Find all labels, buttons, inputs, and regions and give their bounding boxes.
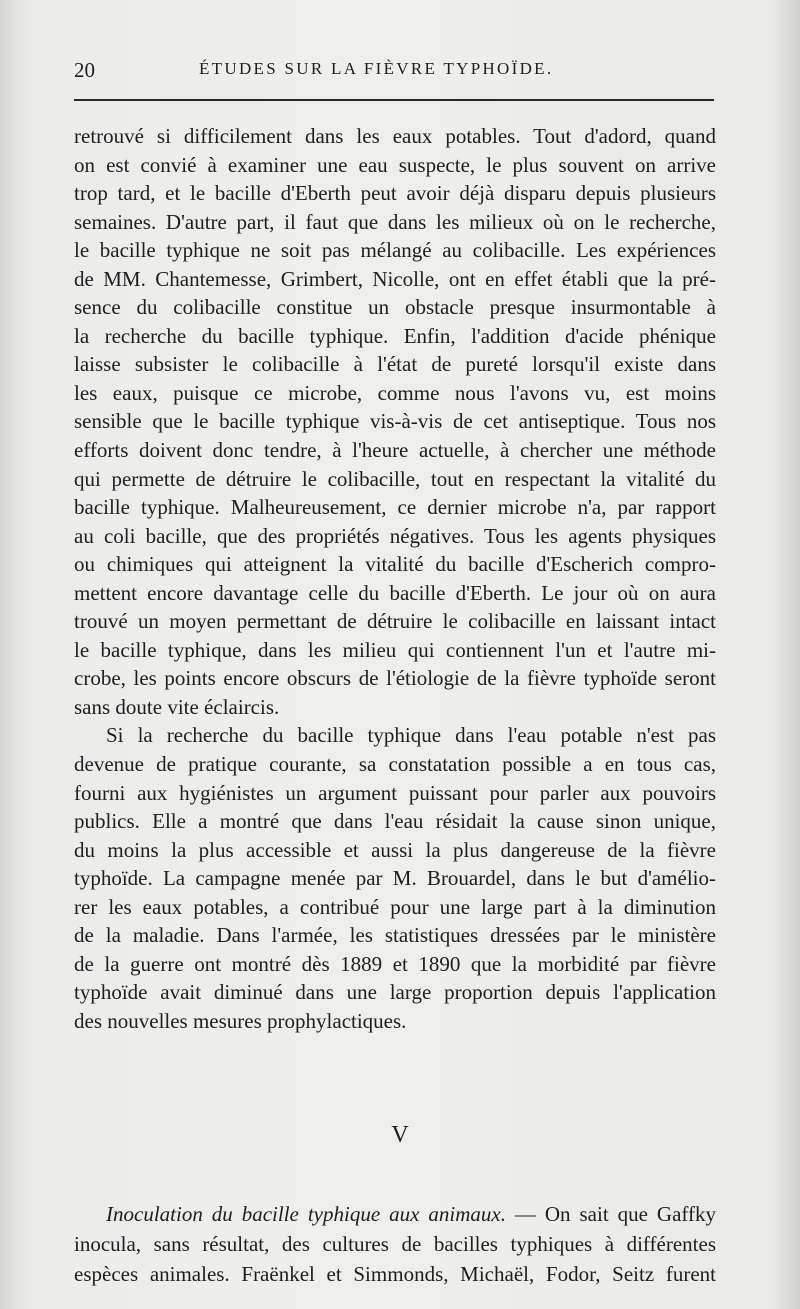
- text-line: semaines. D'autre part, il faut que dans les milieux où on le recherche,: [74, 209, 716, 234]
- section-text: [74, 1199, 716, 1289]
- text-line: de la maladie. Dans l'armée, les statistiques dressées par le ministère: [74, 923, 716, 948]
- text-line: la recherche du bacille typhique. Enfin, l'addition d'acide phénique: [74, 323, 716, 348]
- text-line: au coli bacille, que des propriétés négatives. Tous les agents physiques: [74, 523, 716, 548]
- text-line: typhoïde avait diminué dans une large proportion depuis l'application: [74, 980, 716, 1005]
- text-line: de la guerre ont montré dès 1889 et 1890 que la morbidité par fièvre: [74, 951, 716, 976]
- text-line: laisse subsister le colibacille à l'état de pureté lorsqu'il existe dans: [74, 352, 716, 377]
- text-line: les eaux, puisque ce microbe, comme nous l'avons vu, est moins: [74, 380, 716, 405]
- text-line: inocula, sans résultat, des cultures de bacilles typhiques à différentes: [74, 1232, 716, 1256]
- body-text: [74, 122, 716, 1036]
- text-line: typhoïde. La campagne menée par M. Brouardel, dans le but d'amélio-: [74, 866, 716, 891]
- page-number: 20: [74, 58, 95, 82]
- text-line: sensible que le bacille typhique vis-à-vis de cet antiseptique. Tous nos: [74, 409, 716, 434]
- header-rule: [74, 99, 714, 101]
- text-line: des nouvelles mesures prophylactiques.: [74, 1008, 407, 1033]
- paragraph-2: [74, 721, 716, 1035]
- text-line: de MM. Chantemesse, Grimbert, Nicolle, ont en effet établi que la pré-: [74, 266, 716, 291]
- text-line: retrouvé si difficilement dans les eaux potables. Tout d'adord, quand: [74, 124, 716, 148]
- text-line: trouvé un moyen permettant de détruire le colibacille en laissant intact: [74, 609, 716, 634]
- text-line: espèces animales. Fraënkel et Simmonds, Michaël, Fodor, Seitz furent: [74, 1262, 716, 1286]
- text-line: bacille typhique. Malheureusement, ce dernier microbe n'a, par rapport: [74, 495, 716, 520]
- text-line: crobe, les points encore obscurs de l'étiologie de la fièvre typhoïde seront: [74, 666, 716, 691]
- section-title: Inoculation du bacille typhique aux animaux.: [106, 1202, 506, 1226]
- text-line: rer les eaux potables, a contribué pour une large part à la diminution: [74, 894, 716, 919]
- text-line: fourni aux hygiénistes un argument puissant pour parler aux pouvoirs: [74, 780, 716, 805]
- text-line: publics. Elle a montré que dans l'eau résidait la cause sinon unique,: [74, 809, 716, 834]
- text-line: du moins la plus accessible et aussi la plus dangereuse de la fièvre: [74, 837, 716, 862]
- text-line: sence du colibacille constitue un obstacle presque insurmontable à: [74, 295, 716, 320]
- text-line: Si la recherche du bacille typhique dans l'eau potable n'est pas: [106, 723, 716, 748]
- text-line: on est convié à examiner une eau suspecte, le plus souvent on arrive: [74, 152, 716, 177]
- text-line: efforts doivent donc tendre, à l'heure actuelle, à chercher une méthode: [74, 438, 716, 463]
- section-heading: V: [391, 1122, 409, 1148]
- text-line: [74, 1199, 716, 1229]
- text-line: mettent encore davantage celle du bacille d'Eberth. Le jour où on aura: [74, 580, 716, 605]
- text-line: sans doute vite éclaircis.: [74, 694, 280, 719]
- page-header: [74, 58, 714, 84]
- text-line: qui permette de détruire le colibacille, tout en respectant la vitalité du: [74, 466, 716, 491]
- text-line: trop tard, et le bacille d'Eberth peut avoir déjà disparu depuis plusieurs: [74, 181, 716, 206]
- paragraph-1: [74, 122, 716, 721]
- section-title-continuation: — On sait que Gaffky: [505, 1202, 716, 1226]
- text-line: le bacille typhique, dans les milieu qui contiennent l'un et l'autre mi-: [74, 637, 716, 662]
- text-line: ou chimiques qui atteignent la vitalité du bacille d'Escherich compro-: [74, 552, 716, 577]
- text-line: devenue de pratique courante, sa constatation possible a en tous cas,: [74, 752, 716, 777]
- text-line: le bacille typhique ne soit pas mélangé au colibacille. Les expériences: [74, 238, 716, 263]
- running-title: ÉTUDES SUR LA FIÈVRE TYPHOÏDE.: [199, 59, 554, 78]
